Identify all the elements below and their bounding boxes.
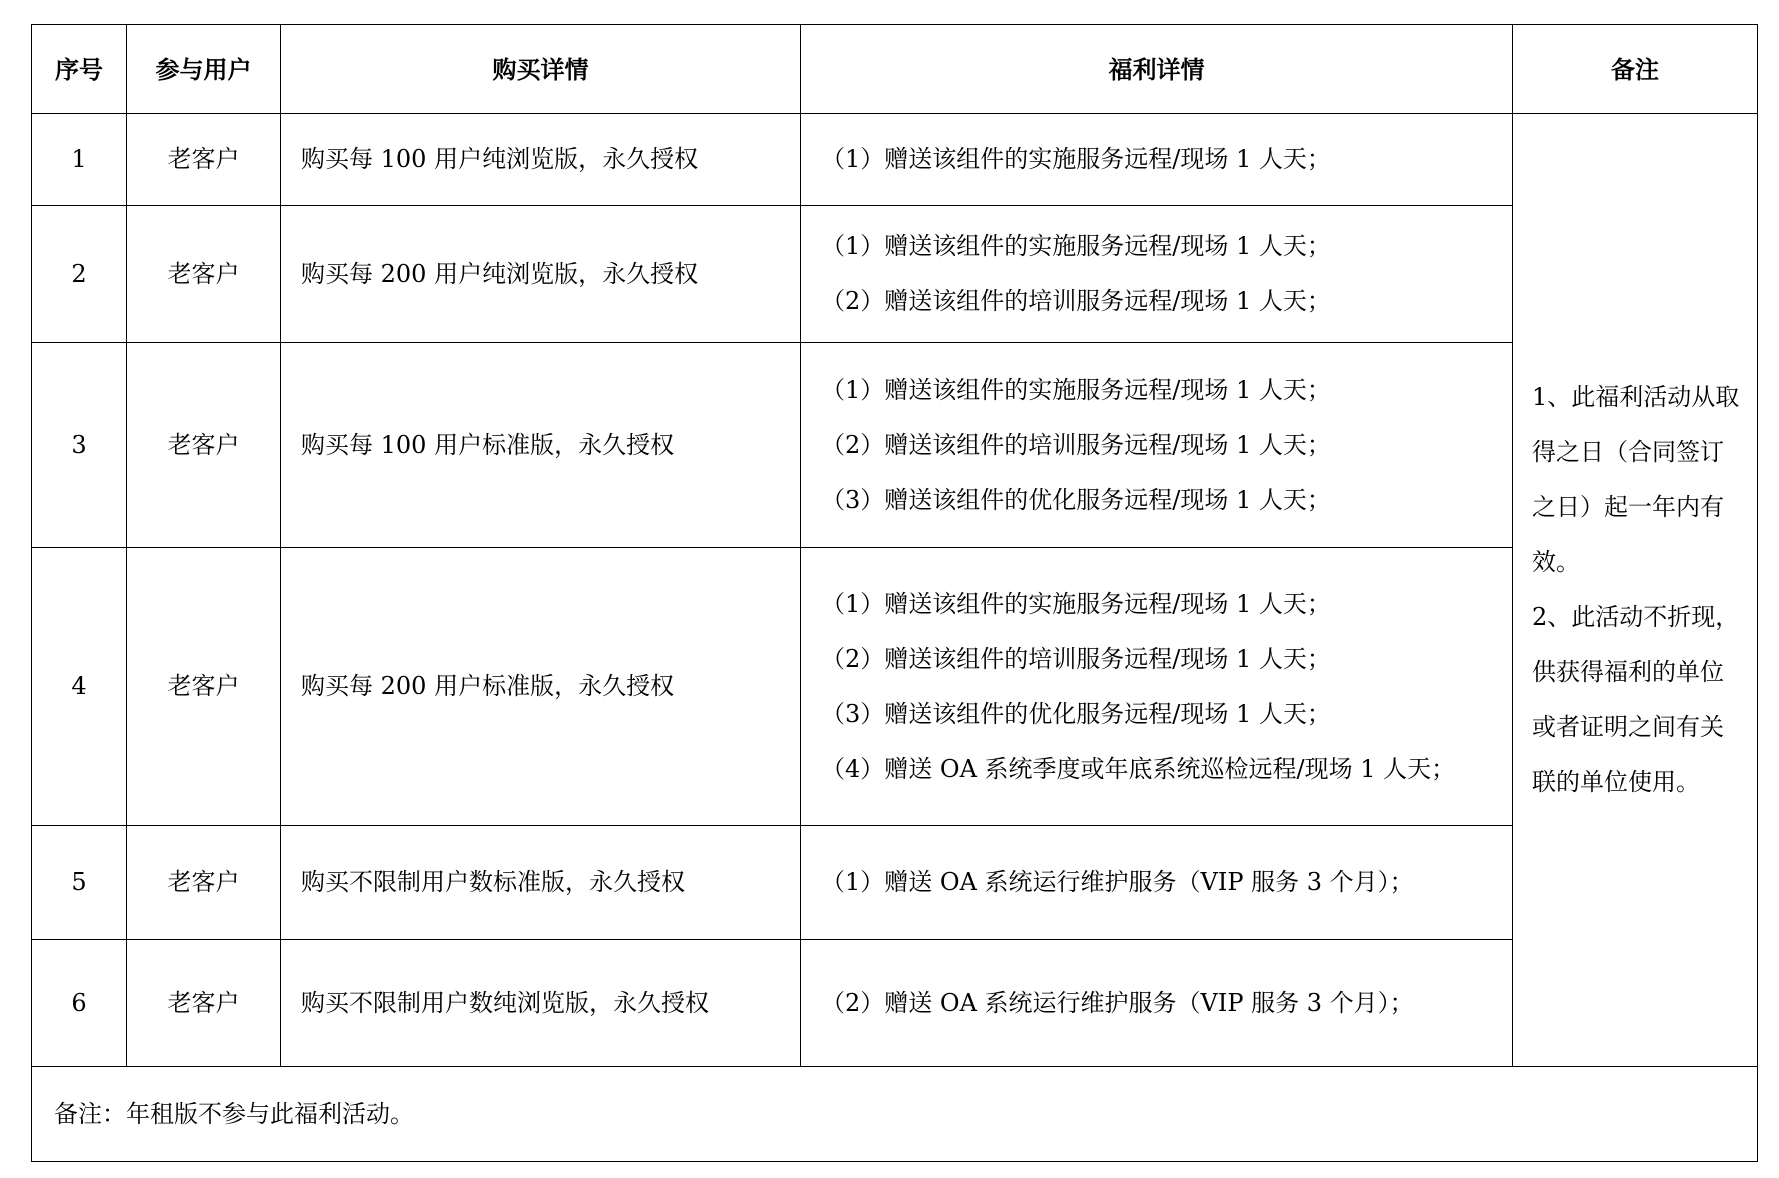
row-benefits (801, 940, 1513, 1067)
row-user: 老客户 (127, 343, 281, 548)
row-purchase: 购买每 100 用户纯浏览版，永久授权 (281, 114, 801, 206)
row-benefits (801, 206, 1513, 343)
remark-text (1532, 370, 1741, 810)
row-number: 1 (32, 114, 127, 206)
header-cell-purchase: 购买详情 (281, 25, 801, 114)
table-row (32, 343, 1758, 548)
row-number: 4 (32, 548, 127, 826)
row-purchase: 购买每 100 用户标准版，永久授权 (281, 343, 801, 548)
header-cell-benefit: 福利详情 (801, 25, 1513, 114)
benefit-table (31, 24, 1758, 1162)
benefit-line: （1）赠送该组件的实施服务远程/现场 1 人天； (821, 375, 1331, 404)
footer-note: 备注：年租版不参与此福利活动。 (32, 1067, 1758, 1162)
benefit-line: （2）赠送该组件的培训服务远程/现场 1 人天； (821, 287, 1331, 315)
table-row (32, 206, 1758, 343)
row-benefits (801, 826, 1513, 940)
row-number: 5 (32, 826, 127, 940)
benefit-line: （4）赠送 OA 系统季度或年底系统巡检远程/现场 1 人天； (821, 754, 1456, 783)
benefit-line: （2）赠送该组件的培训服务远程/现场 1 人天； (821, 430, 1331, 459)
table-row (32, 114, 1758, 206)
benefit-line: （2）赠送该组件的培训服务远程/现场 1 人天； (821, 644, 1331, 673)
header-row (32, 25, 1758, 114)
row-benefits (801, 343, 1513, 548)
row-user: 老客户 (127, 940, 281, 1067)
footer-row (32, 1067, 1758, 1162)
benefit-line: （1）赠送该组件的实施服务远程/现场 1 人天； (821, 589, 1331, 618)
row-benefits (801, 114, 1513, 206)
benefit-line: （1）赠送该组件的实施服务远程/现场 1 人天； (821, 232, 1331, 260)
header-cell-user: 参与用户 (127, 25, 281, 114)
header-cell-no: 序号 (32, 25, 127, 114)
table-row (32, 826, 1758, 940)
row-user: 老客户 (127, 548, 281, 826)
row-purchase: 购买每 200 用户纯浏览版，永久授权 (281, 206, 801, 343)
remark-cell (1513, 114, 1758, 1067)
row-purchase: 购买不限制用户数纯浏览版，永久授权 (281, 940, 801, 1067)
header-cell-remark: 备注 (1513, 25, 1758, 114)
benefit-line: （1）赠送该组件的实施服务远程/现场 1 人天； (821, 145, 1331, 173)
benefit-line: （2）赠送 OA 系统运行维护服务（VIP 服务 3 个月）； (821, 988, 1414, 1017)
table-row (32, 940, 1758, 1067)
row-user: 老客户 (127, 826, 281, 940)
benefit-line: （3）赠送该组件的优化服务远程/现场 1 人天； (821, 699, 1331, 728)
benefit-line: （1）赠送 OA 系统运行维护服务（VIP 服务 3 个月）； (821, 868, 1414, 896)
row-purchase: 购买不限制用户数标准版，永久授权 (281, 826, 801, 940)
remark-paragraph: 2、此活动不折现，供获得福利的单位或者证明之间有关联的单位使用。 (1532, 603, 1740, 796)
table-row (32, 548, 1758, 826)
row-user: 老客户 (127, 114, 281, 206)
remark-paragraph: 1、此福利活动从取得之日（合同签订之日）起一年内有效。 (1532, 383, 1740, 576)
benefit-line: （3）赠送该组件的优化服务远程/现场 1 人天； (821, 485, 1331, 514)
row-purchase: 购买每 200 用户标准版，永久授权 (281, 548, 801, 826)
row-user: 老客户 (127, 206, 281, 343)
row-benefits (801, 548, 1513, 826)
row-number: 3 (32, 343, 127, 548)
row-number: 6 (32, 940, 127, 1067)
row-number: 2 (32, 206, 127, 343)
